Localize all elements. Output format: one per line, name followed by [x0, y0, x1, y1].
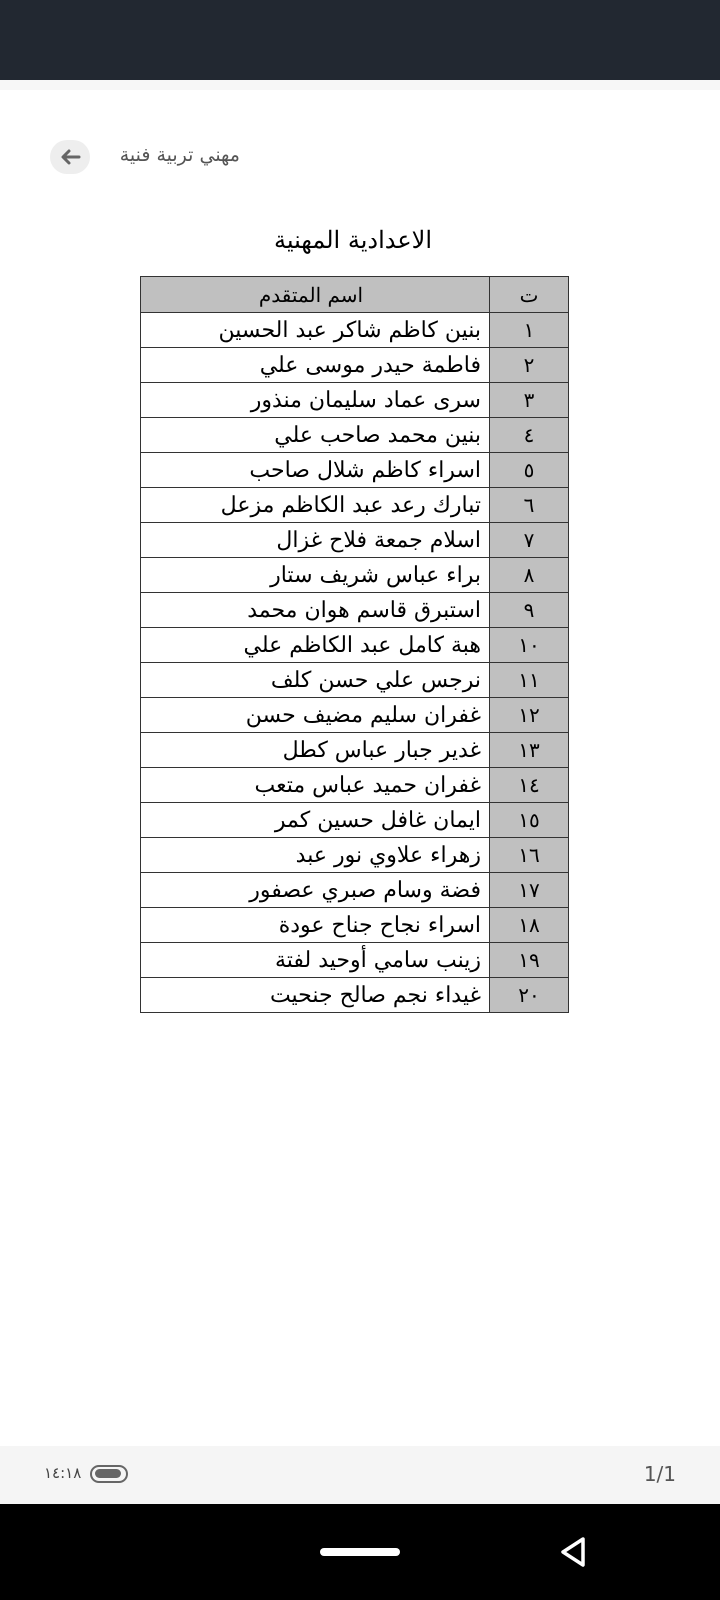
status-bar — [0, 0, 720, 80]
applicant-name: فضة وسام صبري عصفور — [141, 873, 490, 908]
table-row — [141, 768, 569, 803]
row-number: ١٣ — [490, 733, 569, 768]
applicant-name: نرجس علي حسن كلف — [141, 663, 490, 698]
row-number: ٣ — [490, 383, 569, 418]
applicant-name: هبة كامل عبد الكاظم علي — [141, 628, 490, 663]
table-row — [141, 418, 569, 453]
table-row — [141, 908, 569, 943]
viewer-bottom-bar — [0, 1446, 720, 1504]
row-number: ٧ — [490, 523, 569, 558]
applicant-name: فاطمة حيدر موسى علي — [141, 348, 490, 383]
back-triangle-icon[interactable] — [555, 1534, 591, 1570]
arrow-left-icon — [59, 148, 81, 166]
table-row — [141, 978, 569, 1013]
applicant-name: اسراء نجاح جناح عودة — [141, 908, 490, 943]
row-number: ٨ — [490, 558, 569, 593]
table-row — [141, 488, 569, 523]
row-number: ١١ — [490, 663, 569, 698]
table-row — [141, 313, 569, 348]
table-body — [141, 313, 569, 1013]
row-number: ١٩ — [490, 943, 569, 978]
system-navigation-bar — [0, 1504, 720, 1600]
applicant-name: زينب سامي أوحيد لفتة — [141, 943, 490, 978]
table-row — [141, 663, 569, 698]
table-row — [141, 873, 569, 908]
applicant-name: بنين محمد صاحب علي — [141, 418, 490, 453]
row-number: ٤ — [490, 418, 569, 453]
applicant-name: اسلام جمعة فلاح غزال — [141, 523, 490, 558]
applicant-name: غيداء نجم صالح جنحيت — [141, 978, 490, 1013]
row-number: ٩ — [490, 593, 569, 628]
row-number: ٥ — [490, 453, 569, 488]
row-number: ١٠ — [490, 628, 569, 663]
table-row — [141, 523, 569, 558]
top-divider — [0, 80, 720, 90]
applicant-name: تبارك رعد عبد الكاظم مزعل — [141, 488, 490, 523]
row-number: ١ — [490, 313, 569, 348]
toggle-knob — [95, 1469, 121, 1478]
table-row — [141, 453, 569, 488]
document-title: مهني تربية فنية — [119, 144, 240, 166]
table-row — [141, 628, 569, 663]
row-number: ١٤ — [490, 768, 569, 803]
applicant-name: ايمان غافل حسين كمر — [141, 803, 490, 838]
table-row — [141, 558, 569, 593]
row-number: ١٦ — [490, 838, 569, 873]
row-number: ١٢ — [490, 698, 569, 733]
applicant-name: غفران حميد عباس متعب — [141, 768, 490, 803]
row-number: ٢٠ — [490, 978, 569, 1013]
table-row — [141, 593, 569, 628]
page-indicator: 1/1 — [643, 1462, 676, 1486]
row-number: ١٥ — [490, 803, 569, 838]
applicant-name: غدير جبار عباس كطل — [141, 733, 490, 768]
toggle-switch[interactable] — [90, 1465, 128, 1483]
row-number: ١٨ — [490, 908, 569, 943]
table-row — [141, 348, 569, 383]
table-row — [141, 838, 569, 873]
applicants-table — [140, 276, 569, 1013]
column-header-name: اسم المتقدم — [141, 277, 490, 313]
back-button[interactable] — [50, 140, 90, 174]
table-header-row — [141, 277, 569, 313]
table-row — [141, 733, 569, 768]
row-number: ٦ — [490, 488, 569, 523]
applicant-name: استبرق قاسم هوان محمد — [141, 593, 490, 628]
applicant-name: غفران سليم مضيف حسن — [141, 698, 490, 733]
table-row — [141, 383, 569, 418]
table-row — [141, 698, 569, 733]
applicant-name: سرى عماد سليمان منذور — [141, 383, 490, 418]
applicant-name: زهراء علاوي نور عبد — [141, 838, 490, 873]
applicant-name: براء عباس شريف ستار — [141, 558, 490, 593]
row-number: ١٧ — [490, 873, 569, 908]
row-number: ٢ — [490, 348, 569, 383]
column-header-number: ت — [490, 277, 569, 313]
table-row — [141, 803, 569, 838]
applicant-name: بنين كاظم شاكر عبد الحسين — [141, 313, 490, 348]
applicant-name: اسراء كاظم شلال صاحب — [141, 453, 490, 488]
document-header — [50, 140, 240, 176]
page-heading: الاعدادية المهنية — [273, 226, 433, 254]
table-row — [141, 943, 569, 978]
home-gesture-bar[interactable] — [320, 1548, 400, 1556]
clock-text: ١٤:١٨ — [44, 1464, 82, 1482]
